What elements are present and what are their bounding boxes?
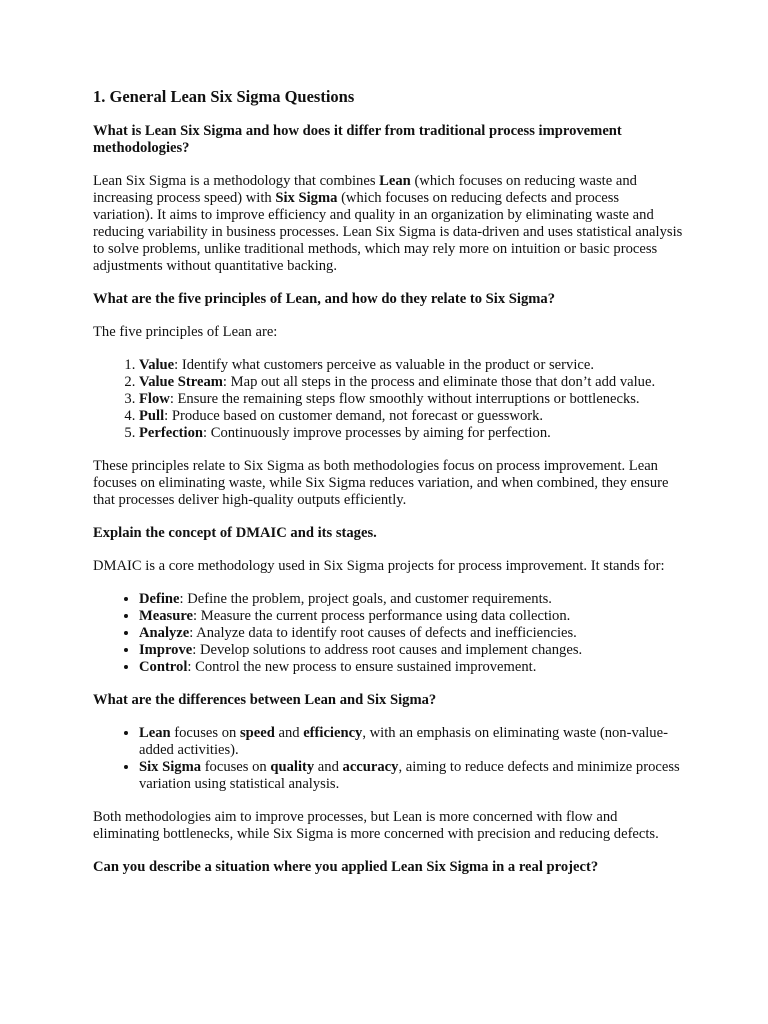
item-text: : Ensure the remaining steps flow smoothly without interruptions or bottlenecks. — [169, 391, 640, 407]
text-run: Lean Six Sigma is a methodology that combines — [93, 173, 380, 189]
bold-term: Improve — [139, 642, 193, 658]
item-text: : Control the new process to ensure sustained improvement. — [187, 659, 537, 675]
question-lean-vs-six-sigma: What are the differences between Lean and Six Sigma? — [93, 692, 437, 708]
text-run: , with an emphasis on eliminating waste (non-value-added activities). — [139, 725, 668, 758]
principles-closing: These principles relate to Six Sigma as both methodologies focus on process improvement. Lean focuses on eliminating waste, while Six Sigma reduces variation, and when combined, they ensure that processes deliver high-quality outputs efficiently. — [93, 458, 669, 508]
section-title: 1. General Lean Six Sigma Questions — [93, 87, 355, 106]
list-item — [139, 625, 683, 642]
list-item — [139, 357, 683, 374]
text-run: (which focuses on reducing defects and process variation). It aims to improve efficiency and quality in an organization by eliminating waste and reducing variability in business processes. Lean Six Sigma is data-driven and uses statistical analysis to solve problems, unlike traditional methods, which may rely more on intuition or basic process adjustments without quantitative backing. — [93, 190, 683, 274]
list-item — [139, 425, 683, 442]
question-real-project: Can you describe a situation where you applied Lean Six Sigma in a real project? — [93, 859, 599, 875]
principles-intro: The five principles of Lean are: — [93, 324, 278, 340]
text-run: and — [274, 725, 304, 741]
dmaic-list — [93, 591, 683, 676]
list-item — [139, 659, 683, 676]
question-five-principles: What are the five principles of Lean, and how do they relate to Six Sigma? — [93, 291, 555, 307]
item-text: : Define the problem, project goals, and customer requirements. — [179, 591, 552, 607]
bold-term: Pull — [139, 408, 165, 424]
document-page — [93, 87, 683, 892]
item-text: : Continuously improve processes by aiming for perfection. — [203, 425, 551, 441]
question-dmaic: Explain the concept of DMAIC and its stages. — [93, 525, 377, 541]
bold-term: Perfection — [139, 425, 204, 441]
text-run: and — [314, 759, 343, 775]
item-text: : Measure the current process performance using data collection. — [193, 608, 571, 624]
bold-term: speed — [239, 725, 275, 741]
text-run: , aiming to reduce defects and minimize process variation using statistical analysis. — [139, 759, 680, 792]
answer-paragraph-definition — [93, 173, 683, 275]
differences-list — [93, 725, 683, 793]
bold-term: Analyze — [139, 625, 190, 641]
list-item — [139, 642, 683, 659]
list-item — [139, 374, 683, 391]
item-text: : Identify what customers perceive as valuable in the product or service. — [174, 357, 594, 373]
bold-term: accuracy — [342, 759, 399, 775]
item-text: : Analyze data to identify root causes of defects and inefficiencies. — [189, 625, 577, 641]
list-item — [139, 725, 683, 759]
question-lean-six-sigma-definition: What is Lean Six Sigma and how does it differ from traditional process improvement methodologies? — [93, 123, 622, 156]
dmaic-intro: DMAIC is a core methodology used in Six Sigma projects for process improvement. It stands for: — [93, 558, 665, 574]
item-text: : Map out all steps in the process and eliminate those that don’t add value. — [222, 374, 656, 390]
bold-term: Lean — [379, 173, 411, 189]
list-item — [139, 408, 683, 425]
text-run: (which focuses on reducing waste and increasing process speed) with — [93, 173, 637, 206]
list-item — [139, 391, 683, 408]
bold-term: Six Sigma — [139, 759, 202, 775]
item-text: : Develop solutions to address root causes and implement changes. — [192, 642, 583, 658]
bold-term: Value — [139, 357, 175, 373]
bold-term: quality — [270, 759, 315, 775]
text-run: focuses on — [170, 725, 240, 741]
bold-term: Control — [139, 659, 188, 675]
principles-list — [93, 357, 683, 442]
bold-term: Six Sigma — [275, 190, 338, 206]
bold-term: Define — [139, 591, 180, 607]
bold-term: efficiency — [303, 725, 363, 741]
bold-term: Lean — [139, 725, 171, 741]
bold-term: Flow — [139, 391, 170, 407]
item-text: : Produce based on customer demand, not forecast or guesswork. — [164, 408, 544, 424]
text-run: focuses on — [201, 759, 271, 775]
list-item — [139, 759, 683, 793]
differences-closing: Both methodologies aim to improve processes, but Lean is more concerned with flow and eliminating bottlenecks, while Six Sigma is more concerned with precision and reducing defects. — [93, 809, 659, 842]
list-item — [139, 608, 683, 625]
bold-term: Value Stream — [139, 374, 223, 390]
bold-term: Measure — [139, 608, 194, 624]
list-item — [139, 591, 683, 608]
